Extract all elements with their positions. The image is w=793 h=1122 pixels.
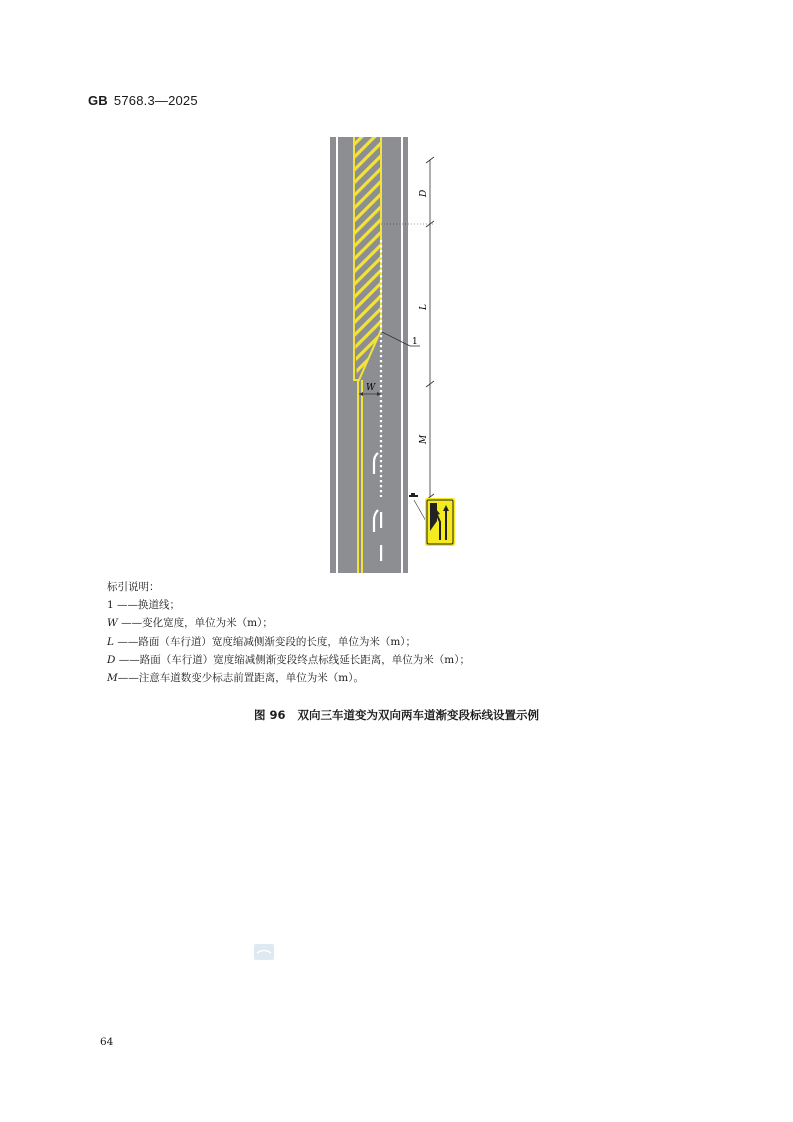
- watermark-logo-icon: [254, 944, 274, 960]
- legend-text: 换道线；: [138, 599, 181, 612]
- legend-key: 1: [107, 599, 114, 612]
- legend-title: 标引说明：: [107, 581, 160, 593]
- sign-post-head: [411, 493, 415, 496]
- lane-dash-2: [380, 545, 382, 561]
- legend-sep: ——: [115, 653, 140, 666]
- figure-caption: [0, 707, 793, 723]
- left-edge-line: [336, 137, 338, 573]
- right-edge-line: [401, 137, 403, 573]
- legend-text: 注意车道数变少标志前置距离，单位为米（m）。: [138, 672, 364, 685]
- legend-sep: ——: [113, 635, 139, 648]
- legend-key: L: [107, 635, 114, 648]
- figure-title: 双向三车道变为双向两车道渐变段标线设置示例: [297, 708, 539, 722]
- legend-text: 路面（车行道）宽度缩减侧渐变段的长度，单位为米（m）；: [138, 635, 417, 648]
- dim-label-l: L: [419, 304, 429, 310]
- figure-number: 图 96: [253, 708, 286, 722]
- callout-label: 1: [412, 337, 418, 347]
- legend-sep: ——: [117, 672, 139, 685]
- dim-label-m: M: [419, 434, 429, 444]
- legend-text: 路面（车行道）宽度缩减侧渐变段终点标线延长距离，单位为米（m）；: [139, 653, 470, 666]
- legend-key: M: [107, 672, 118, 685]
- page-number: 64: [100, 1036, 114, 1048]
- legend-sep: ——: [117, 617, 143, 630]
- legend-key: D: [107, 653, 116, 666]
- legend-item-m: [107, 669, 470, 687]
- legend-item-1: [107, 596, 470, 614]
- header-prefix: GB: [88, 93, 108, 108]
- legend-sep: ——: [113, 599, 139, 612]
- header-code: 5768.3—2025: [113, 93, 198, 108]
- dim-label-d: D: [419, 189, 429, 197]
- dim-label-w: W: [366, 383, 376, 393]
- lane-dash-1: [380, 512, 382, 528]
- legend: [107, 578, 470, 687]
- legend-text: 变化宽度，单位为米（m）；: [142, 617, 273, 630]
- legend-key: W: [107, 617, 118, 630]
- lane-reduction-warning-sign: [425, 498, 455, 546]
- legend-item-d: [107, 651, 470, 669]
- legend-item-l: [107, 633, 470, 651]
- legend-item-w: [107, 614, 470, 632]
